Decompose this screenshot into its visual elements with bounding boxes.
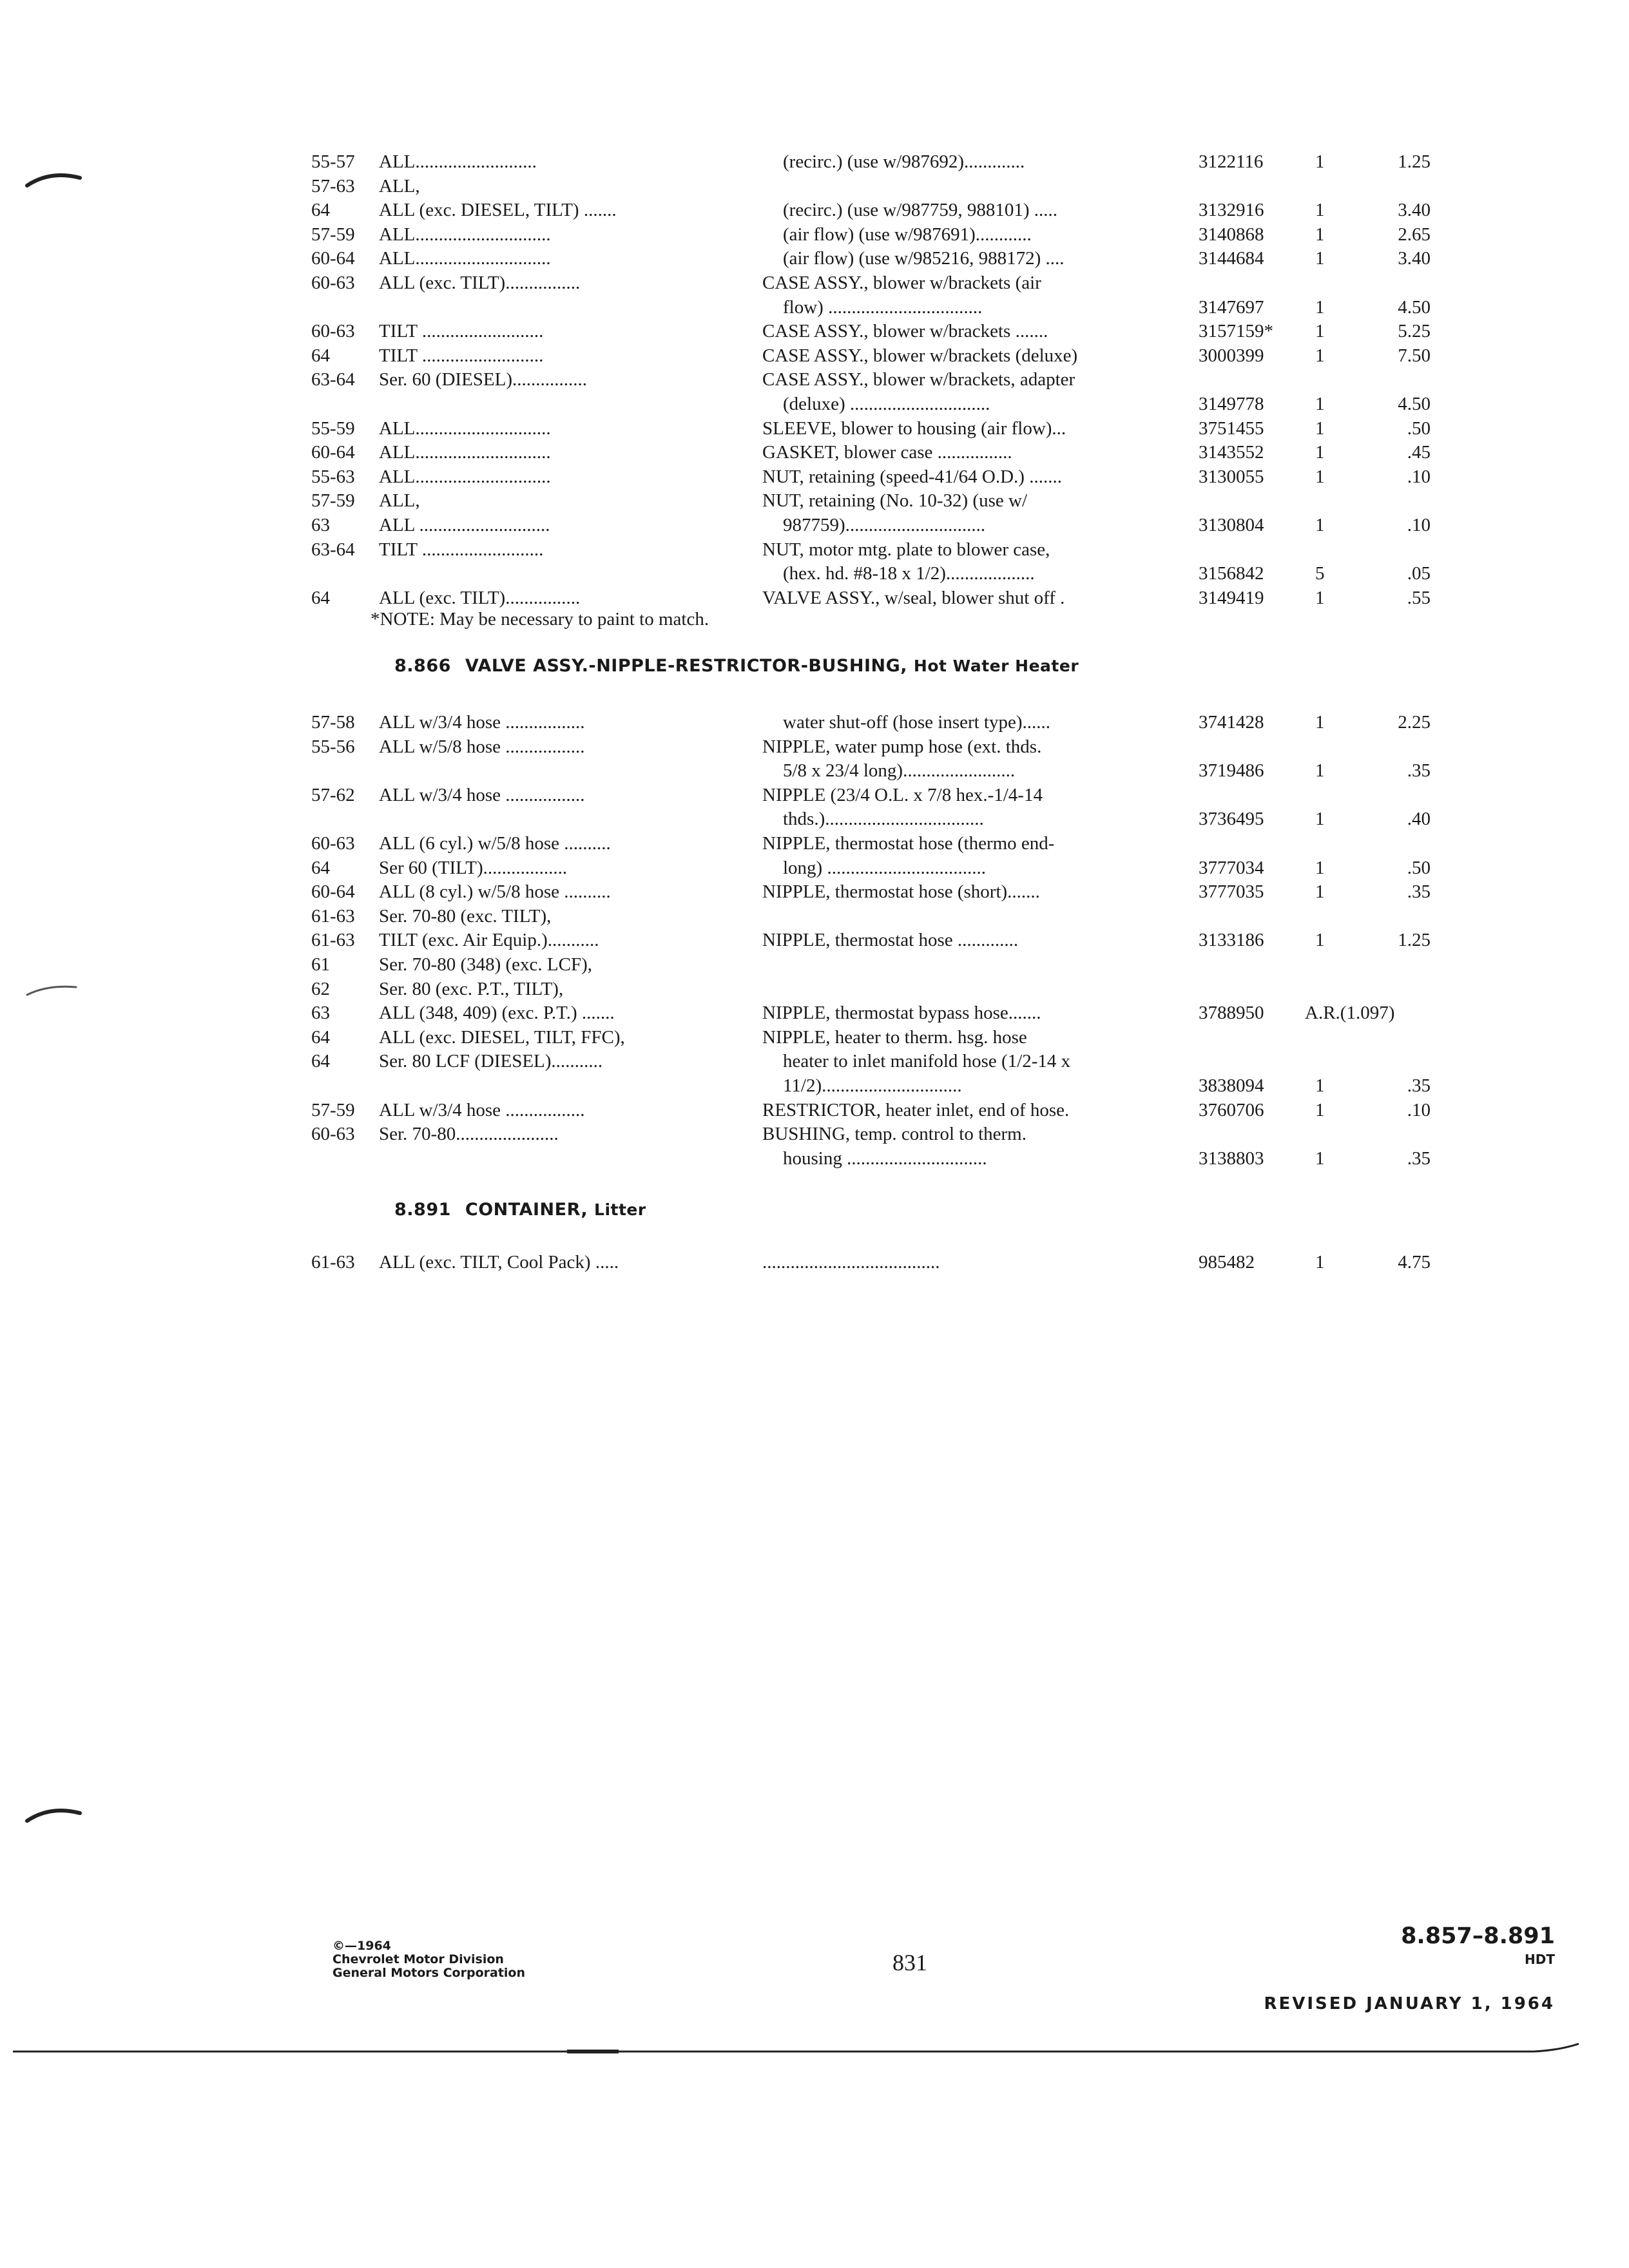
copyright-line: Chevrolet Motor Division — [333, 1952, 504, 1966]
description: (deluxe) .............................. — [783, 394, 990, 414]
list-price: .45 — [1407, 442, 1431, 463]
table-row — [0, 1122, 1629, 1146]
model-year: 57-59 — [311, 1100, 355, 1120]
section-subtitle: Hot Water Heater — [913, 657, 1079, 675]
quantity: 1 — [1315, 442, 1325, 463]
table-row — [0, 856, 1629, 880]
description: (air flow) (use w/985216, 988172) .... — [783, 248, 1065, 269]
application: Ser. 80 LCF (DIESEL)........... — [379, 1051, 603, 1072]
table-row — [0, 222, 1629, 247]
table-row — [0, 416, 1629, 441]
quantity: 1 — [1315, 224, 1325, 245]
model-year: 60-63 — [311, 1124, 355, 1144]
quantity: 1 — [1315, 809, 1325, 829]
description: thds.).................................. — [783, 809, 984, 829]
list-price: .35 — [1407, 881, 1431, 902]
copyright-line: General Motors Corporation — [333, 1966, 525, 1980]
quantity: 1 — [1315, 297, 1325, 318]
part-number: 3760706 — [1199, 1100, 1264, 1120]
application: Ser. 70-80 (exc. TILT), — [379, 906, 552, 927]
model-year: 62 — [311, 979, 330, 999]
part-number: 3777034 — [1199, 858, 1264, 878]
quantity: 1 — [1315, 858, 1325, 878]
application: ALL w/3/4 hose ................. — [379, 712, 585, 733]
part-number: 3777035 — [1199, 881, 1264, 902]
list-price: 7.50 — [1398, 345, 1431, 366]
revised-date: REVISED JANUARY 1, 1964 — [1264, 1994, 1555, 2013]
application: ALL (exc. TILT)................ — [379, 273, 581, 293]
model-year: 60-63 — [311, 273, 355, 293]
part-number: 3788950 — [1199, 1003, 1264, 1023]
part-number: 3132916 — [1199, 200, 1264, 220]
section-heading — [394, 656, 1079, 676]
table-row — [0, 1098, 1629, 1122]
application: TILT (exc. Air Equip.)........... — [379, 930, 599, 950]
description: CASE ASSY., blower w/brackets (deluxe) — [762, 345, 1078, 366]
description: flow) ................................. — [783, 297, 983, 318]
table-row — [0, 149, 1629, 174]
quantity: 1 — [1315, 881, 1325, 902]
description: SLEEVE, blower to housing (air flow)... — [762, 418, 1066, 439]
list-price: .35 — [1407, 1075, 1431, 1096]
table-row — [0, 174, 1629, 198]
table-row — [0, 513, 1629, 537]
copyright-block — [333, 1939, 525, 1980]
description: NIPPLE, thermostat hose ............. — [762, 930, 1019, 950]
quantity: 1 — [1315, 248, 1325, 269]
table-row — [0, 392, 1629, 416]
table-row — [0, 537, 1629, 562]
table-row — [0, 367, 1629, 392]
model-year: 64 — [311, 345, 330, 366]
footer-rule — [0, 2042, 1629, 2068]
quantity: 1 — [1315, 394, 1325, 414]
section-title: CONTAINER, — [465, 1200, 588, 1220]
table-row — [0, 465, 1629, 489]
application: Ser. 70-80 (348) (exc. LCF), — [379, 954, 593, 975]
description: long) .................................. — [783, 858, 986, 878]
list-price: .35 — [1407, 1148, 1431, 1169]
table-row — [0, 783, 1629, 807]
part-number: 3157159* — [1199, 321, 1273, 341]
application: ALL............................. — [379, 466, 551, 487]
table-row — [0, 1146, 1629, 1171]
quantity: 1 — [1315, 345, 1325, 366]
application: ALL (8 cyl.) w/5/8 hose .......... — [379, 881, 611, 902]
footnote: *NOTE: May be necessary to paint to match. — [371, 609, 709, 629]
application: Ser. 80 (exc. P.T., TILT), — [379, 979, 564, 999]
description: NUT, motor mtg. plate to blower case, — [762, 539, 1050, 560]
application: TILT .......................... — [379, 539, 544, 560]
table-row — [0, 271, 1629, 295]
application: ALL w/5/8 hose ................. — [379, 736, 585, 757]
quantity: 1 — [1315, 321, 1325, 341]
description: (recirc.) (use w/987692)............. — [783, 151, 1025, 172]
table-row — [0, 343, 1629, 368]
part-number: 3147697 — [1199, 297, 1264, 318]
quantity: 1 — [1315, 515, 1325, 535]
list-price: 4.50 — [1398, 394, 1431, 414]
quantity: 5 — [1315, 563, 1325, 584]
description: 11/2).............................. — [783, 1075, 962, 1096]
part-number: 3130055 — [1199, 466, 1264, 487]
copyright-line: ©—1964 — [333, 1939, 391, 1953]
part-number: 3719486 — [1199, 760, 1264, 781]
description: BUSHING, temp. control to therm. — [762, 1124, 1027, 1144]
table-row — [0, 488, 1629, 513]
description: NIPPLE, water pump hose (ext. thds. — [762, 736, 1042, 757]
description: VALVE ASSY., w/seal, blower shut off . — [762, 588, 1065, 608]
model-year: 60-64 — [311, 881, 355, 902]
table-row — [0, 710, 1629, 735]
quantity: 1 — [1315, 1252, 1325, 1273]
table-row — [0, 1001, 1629, 1025]
description: (hex. hd. #8-18 x 1/2)................... — [783, 563, 1035, 584]
part-number: 3149419 — [1199, 588, 1264, 608]
application: ALL, — [379, 176, 420, 197]
model-year: 60-64 — [311, 442, 355, 463]
application: ALL (exc. DIESEL, TILT, FFC), — [379, 1027, 625, 1048]
table-row — [0, 735, 1629, 759]
description: CASE ASSY., blower w/brackets (air — [762, 273, 1041, 293]
model-year: 55-56 — [311, 736, 355, 757]
application: Ser. 60 (DIESEL)................ — [379, 369, 587, 390]
application: ALL (exc. DIESEL, TILT) ....... — [379, 200, 617, 220]
quantity: A.R.(1.097) — [1305, 1003, 1395, 1023]
model-year: 55-57 — [311, 151, 355, 172]
list-price: .10 — [1407, 515, 1431, 535]
list-price: .35 — [1407, 760, 1431, 781]
part-number: 3736495 — [1199, 809, 1264, 829]
quantity: 1 — [1315, 418, 1325, 439]
list-price: .55 — [1407, 588, 1431, 608]
section-number: 8.866 — [394, 656, 451, 676]
application: TILT .......................... — [379, 345, 544, 366]
model-year: 63 — [311, 1003, 330, 1023]
list-price: 5.25 — [1398, 321, 1431, 341]
description: water shut-off (hose insert type)...... — [783, 712, 1051, 733]
model-year: 60-63 — [311, 321, 355, 341]
quantity: 1 — [1315, 466, 1325, 487]
application: ALL (6 cyl.) w/5/8 hose .......... — [379, 833, 611, 854]
model-year: 57-63 — [311, 176, 355, 197]
application: TILT .......................... — [379, 321, 544, 341]
quantity: 1 — [1315, 200, 1325, 220]
model-year: 61 — [311, 954, 330, 975]
part-number: 3130804 — [1199, 515, 1264, 535]
description: ...................................... — [762, 1252, 940, 1273]
model-year: 61-63 — [311, 906, 355, 927]
quantity: 1 — [1315, 1148, 1325, 1169]
quantity: 1 — [1315, 712, 1325, 733]
description: NIPPLE (23/4 O.L. x 7/8 hex.-1/4-14 — [762, 785, 1043, 805]
model-year: 57-59 — [311, 224, 355, 245]
list-price: 4.75 — [1398, 1252, 1431, 1273]
list-price: 2.65 — [1398, 224, 1431, 245]
part-number: 3000399 — [1199, 345, 1264, 366]
model-year: 60-64 — [311, 248, 355, 269]
application: Ser 60 (TILT).................. — [379, 858, 568, 878]
description: GASKET, blower case ................ — [762, 442, 1012, 463]
description: NIPPLE, thermostat hose (thermo end- — [762, 833, 1055, 854]
description: NUT, retaining (No. 10-32) (use w/ — [762, 490, 1027, 511]
list-price: .10 — [1407, 466, 1431, 487]
table-row — [0, 561, 1629, 586]
model-year: 57-58 — [311, 712, 355, 733]
model-year: 64 — [311, 1027, 330, 1048]
table-row — [0, 246, 1629, 271]
table-row — [0, 1049, 1629, 1073]
description: RESTRICTOR, heater inlet, end of hose. — [762, 1100, 1070, 1120]
table-row — [0, 198, 1629, 222]
model-year: 55-63 — [311, 466, 355, 487]
section-subtitle: Litter — [594, 1200, 646, 1219]
application: ALL, — [379, 490, 420, 511]
description: NIPPLE, thermostat hose (short)....... — [762, 881, 1040, 902]
list-price: .50 — [1407, 858, 1431, 878]
model-year: 61-63 — [311, 930, 355, 950]
model-year: 55-59 — [311, 418, 355, 439]
table-row — [0, 807, 1629, 831]
list-price: 3.40 — [1398, 248, 1431, 269]
model-year: 61-63 — [311, 1252, 355, 1273]
description: heater to inlet manifold hose (1/2-14 x — [783, 1051, 1071, 1072]
model-year: 63-64 — [311, 539, 355, 560]
table-row — [0, 758, 1629, 783]
margin-mark-bottom — [24, 1804, 82, 1823]
description: 987759).............................. — [783, 515, 986, 535]
description: CASE ASSY., blower w/brackets, adapter — [762, 369, 1075, 390]
description: (air flow) (use w/987691)............ — [783, 224, 1032, 245]
model-year: 63 — [311, 515, 330, 535]
description: CASE ASSY., blower w/brackets ....... — [762, 321, 1048, 341]
section-range: 8.857–8.891 — [1401, 1923, 1555, 1949]
description: NUT, retaining (speed-41/64 O.D.) ....... — [762, 466, 1062, 487]
part-number: 3741428 — [1199, 712, 1264, 733]
application: ALL.......................... — [379, 151, 537, 172]
application: ALL............................. — [379, 224, 551, 245]
model-year: 63-64 — [311, 369, 355, 390]
model-year: 57-59 — [311, 490, 355, 511]
list-price: 4.50 — [1398, 297, 1431, 318]
quantity: 1 — [1315, 1100, 1325, 1120]
section-number: 8.891 — [394, 1200, 451, 1220]
part-number: 3140868 — [1199, 224, 1264, 245]
application: ALL............................. — [379, 248, 551, 269]
part-number: 3144684 — [1199, 248, 1264, 269]
part-number: 3133186 — [1199, 930, 1264, 950]
part-number: 3156842 — [1199, 563, 1264, 584]
list-price: 1.25 — [1398, 151, 1431, 172]
list-price: 1.25 — [1398, 930, 1431, 950]
list-price: .50 — [1407, 418, 1431, 439]
quantity: 1 — [1315, 1075, 1325, 1096]
section-heading — [394, 1200, 646, 1220]
model-year: 64 — [311, 858, 330, 878]
series-code: HDT — [1525, 1952, 1555, 1967]
table-row — [0, 831, 1629, 856]
part-number: 3143552 — [1199, 442, 1264, 463]
application: Ser. 70-80...................... — [379, 1124, 559, 1144]
quantity: 1 — [1315, 151, 1325, 172]
table-row — [0, 879, 1629, 904]
table-row — [0, 952, 1629, 977]
application: ALL (348, 409) (exc. P.T.) ....... — [379, 1003, 615, 1023]
part-number: 3751455 — [1199, 418, 1264, 439]
section-title: VALVE ASSY.-NIPPLE-RESTRICTOR-BUSHING, — [465, 656, 908, 676]
section-range-block — [1401, 1923, 1555, 1967]
model-year: 57-62 — [311, 785, 355, 805]
table-row — [0, 1073, 1629, 1098]
application: ALL............................. — [379, 418, 551, 439]
part-number: 985482 — [1199, 1252, 1255, 1273]
application: ALL ............................ — [379, 515, 550, 535]
model-year: 64 — [311, 200, 330, 220]
list-price: .10 — [1407, 1100, 1431, 1120]
list-price: 3.40 — [1398, 200, 1431, 220]
table-row — [0, 977, 1629, 1001]
part-number: 3149778 — [1199, 394, 1264, 414]
part-number: 3838094 — [1199, 1075, 1264, 1096]
application: ALL (exc. TILT, Cool Pack) ..... — [379, 1252, 619, 1273]
description: housing .............................. — [783, 1148, 987, 1169]
table-row — [0, 904, 1629, 928]
application: ALL (exc. TILT)................ — [379, 588, 581, 608]
table-row — [0, 295, 1629, 320]
list-price: 2.25 — [1398, 712, 1431, 733]
table-row — [0, 319, 1629, 343]
quantity: 1 — [1315, 930, 1325, 950]
quantity: 1 — [1315, 760, 1325, 781]
table-row — [0, 1025, 1629, 1050]
table-row — [0, 440, 1629, 465]
table-row — [0, 928, 1629, 952]
model-year: 60-63 — [311, 833, 355, 854]
application: ALL w/3/4 hose ................. — [379, 1100, 585, 1120]
page-number: 831 — [892, 1950, 927, 1975]
application: ALL w/3/4 hose ................. — [379, 785, 585, 805]
table-row — [0, 1250, 1629, 1274]
list-price: .40 — [1407, 809, 1431, 829]
part-number: 3138803 — [1199, 1148, 1264, 1169]
part-number: 3122116 — [1199, 151, 1264, 172]
list-price: .05 — [1407, 563, 1431, 584]
description: 5/8 x 23/4 long)........................ — [783, 760, 1016, 781]
description: (recirc.) (use w/987759, 988101) ..... — [783, 200, 1058, 220]
quantity: 1 — [1315, 588, 1325, 608]
model-year: 64 — [311, 588, 330, 608]
description: NIPPLE, thermostat bypass hose....... — [762, 1003, 1041, 1023]
application: ALL............................. — [379, 442, 551, 463]
description: NIPPLE, heater to therm. hsg. hose — [762, 1027, 1027, 1048]
model-year: 64 — [311, 1051, 330, 1072]
